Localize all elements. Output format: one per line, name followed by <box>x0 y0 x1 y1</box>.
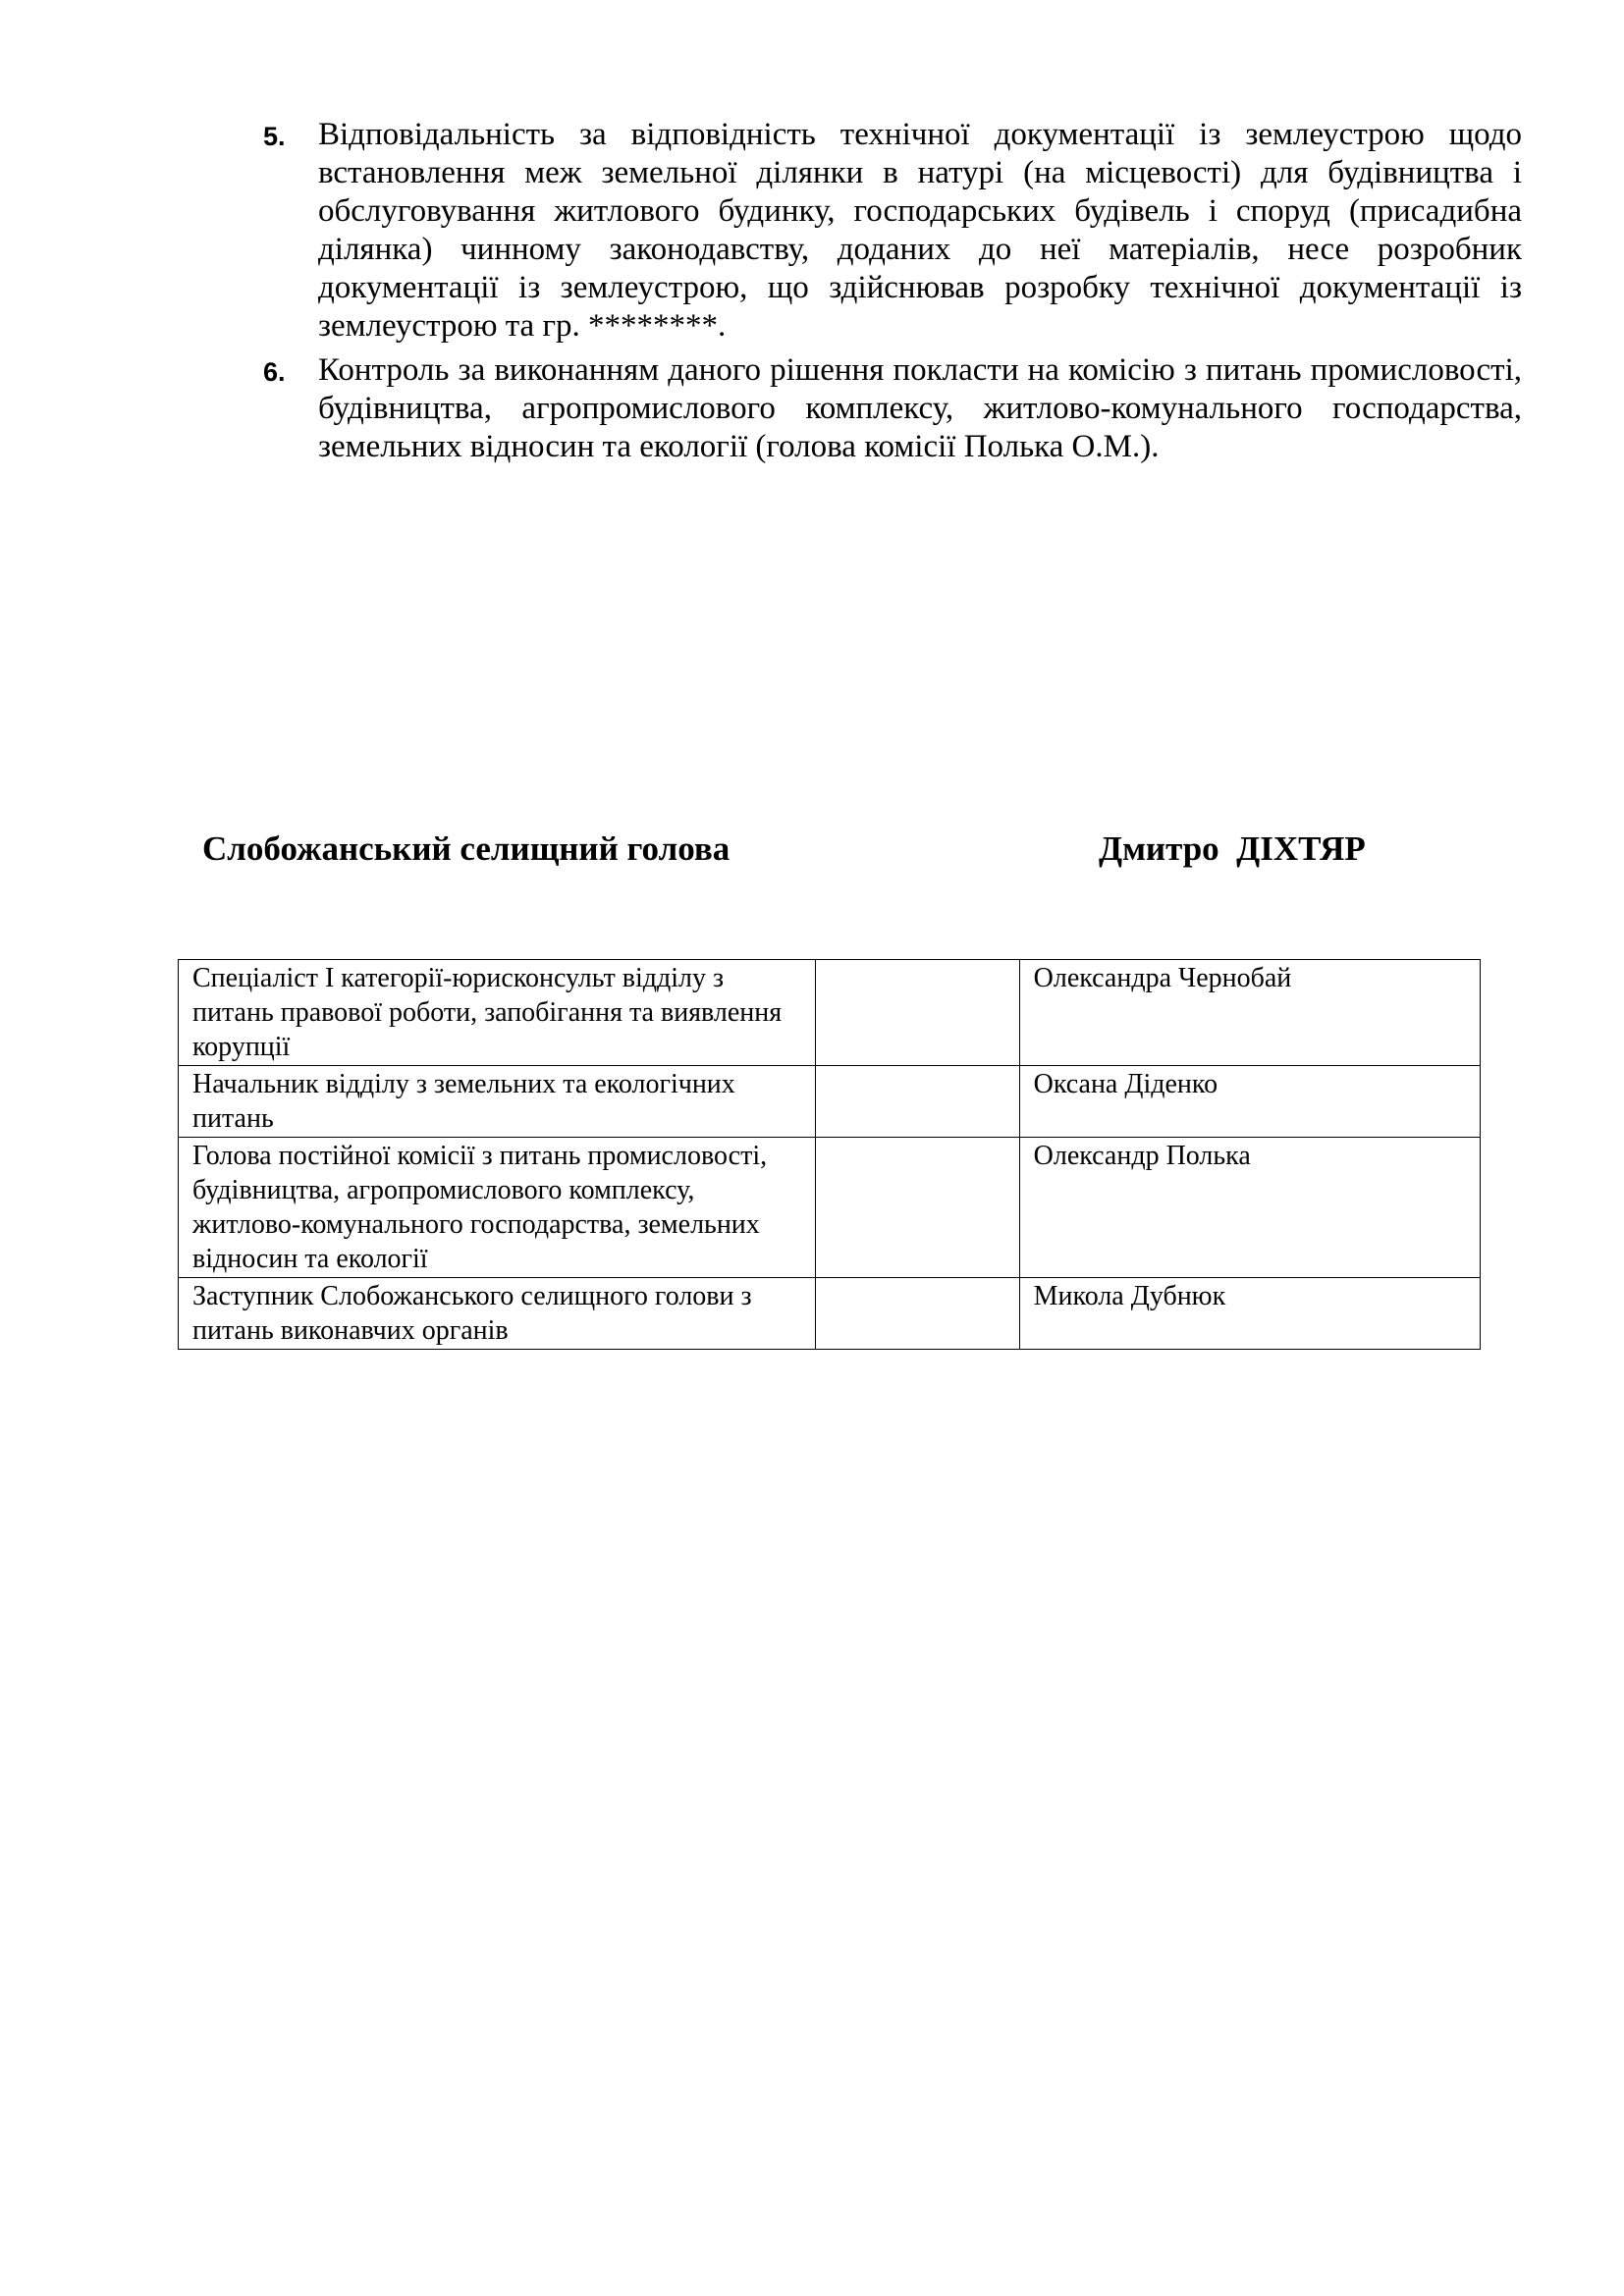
approver-signature-cell <box>816 960 1019 1066</box>
clause-list <box>263 116 1522 472</box>
approver-signature-cell <box>816 1066 1019 1138</box>
table-row <box>179 1138 1481 1278</box>
signatory-title: Слобожанський селищний голова <box>202 829 731 868</box>
clause-item <box>263 116 1522 346</box>
clause-item <box>263 351 1522 466</box>
approval-table <box>178 959 1481 1350</box>
approver-name: Микола Дубнюк <box>1019 1278 1480 1350</box>
clause-text: Контроль за виконанням даного рішення покласти на комісію з питань промисловості, будівництва, агропромислового комплексу, житлово-комунального господарства, земельних відносин та екології (голова комісії Полька О.М.). <box>318 352 1522 464</box>
table-row <box>179 1278 1481 1350</box>
approver-position: Заступник Слобожанського селищного голови з питань виконавчих органів <box>179 1278 816 1350</box>
approver-signature-cell <box>816 1138 1019 1278</box>
approver-name: Олександра Чернобай <box>1019 960 1480 1066</box>
approver-name: Олександр Полька <box>1019 1138 1480 1278</box>
approver-position: Спеціаліст І категорії-юрисконсульт відділу з питань правової роботи, запобігання та виявлення корупції <box>179 960 816 1066</box>
approver-position: Голова постійної комісії з питань промисловості, будівництва, агропромислового комплексу, житлово-комунального господарства, земельних відносин та екології <box>179 1138 816 1278</box>
clause-number: 5. <box>263 122 286 151</box>
approver-position: Начальник відділу з земельних та екологічних питань <box>179 1066 816 1138</box>
clause-number: 6. <box>263 357 286 387</box>
approver-name: Оксана Діденко <box>1019 1066 1480 1138</box>
table-row <box>179 1066 1481 1138</box>
table-row <box>179 960 1481 1066</box>
approver-signature-cell <box>816 1278 1019 1350</box>
signatory-name: Дмитро ДІХТЯР <box>1099 829 1366 868</box>
clause-text: Відповідальність за відповідність технічної документації із землеустрою щодо встановлення меж земельної ділянки в натурі (на місцевості) для будівництва і обслуговування житлового будинку, господарських будівель і споруд (присадибна ділянка) чинному законодавству, доданих до неї матеріалів, несе розробник документації із землеустрою, що здійснював розробку технічної документації із землеустрою та гр. ********. <box>318 117 1522 344</box>
